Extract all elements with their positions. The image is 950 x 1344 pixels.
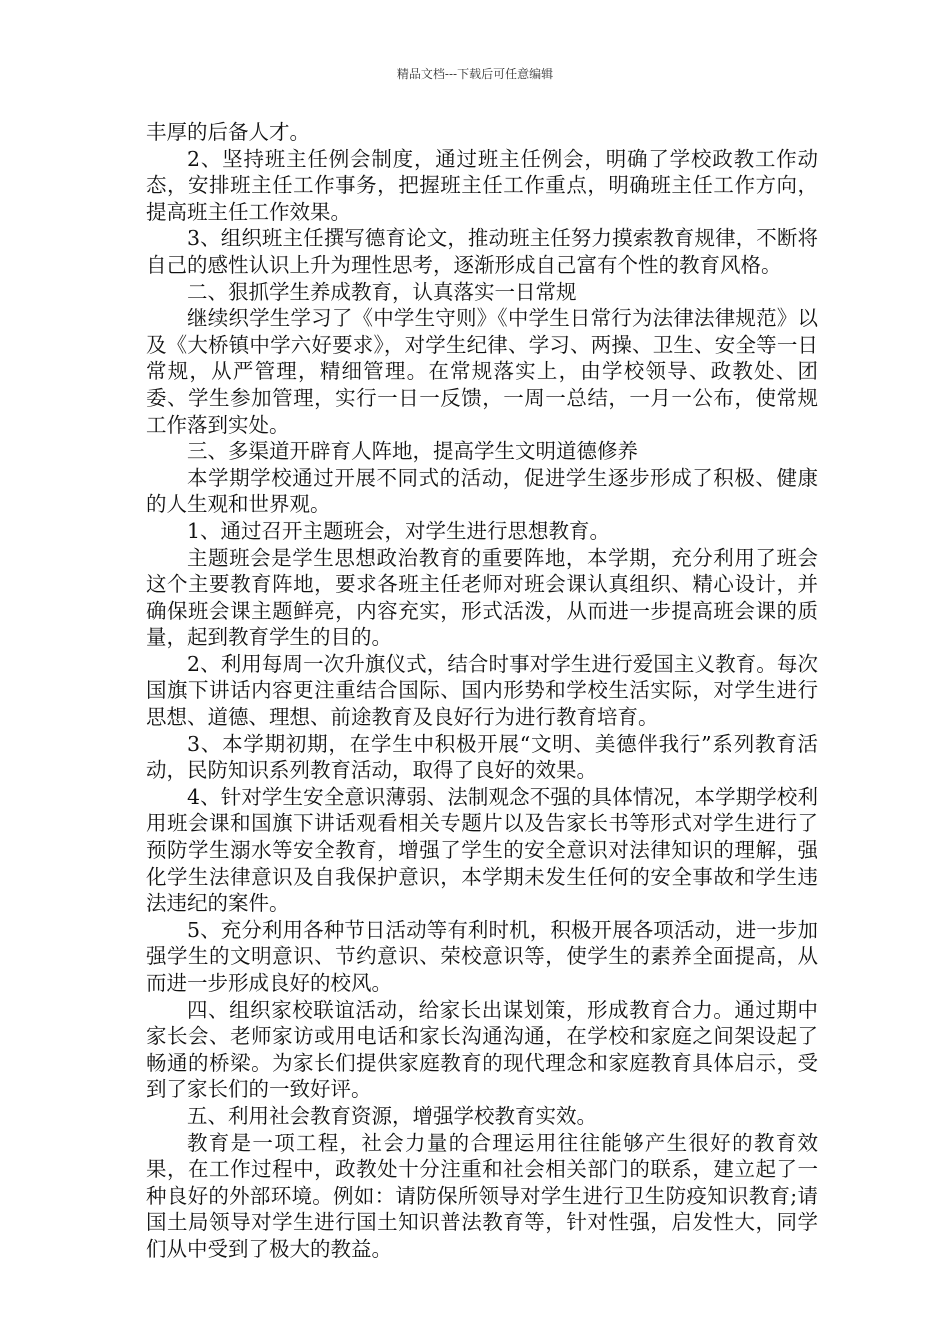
paragraph: 3、组织班主任撰写德育论文，推动班主任努力摸索教育规律，不断将自己的感性认识上升为理性思考，逐渐形成自己富有个性的教育风格。 bbox=[146, 226, 818, 277]
document-body bbox=[146, 119, 818, 1263]
paragraph: 2、利用每周一次升旗仪式，结合时事对学生进行爱国主义教育。每次国旗下讲话内容更注重结合国际、国内形势和学校生活实际，对学生进行思想、道德、理想、前途教育及良好行为进行教育培育。 bbox=[146, 651, 818, 730]
paragraph: 2、坚持班主任例会制度，通过班主任例会，明确了学校政教工作动态，安排班主任工作事务，把握班主任工作重点，明确班主任工作方向，提高班主任工作效果。 bbox=[146, 146, 818, 224]
paragraph: 本学期学校通过开展不同式的活动，促进学生逐步形成了积极、健康的人生观和世界观。 bbox=[146, 465, 818, 517]
paragraph: 继续织学生学习了《中学生守则》《中学生日常行为法律法律规范》以及《大桥镇中学六好要求》，对学生纪律、学习、两操、卫生、安全等一日常规，从严管理，精细管理。在常规落实上，由学校领导、政教处、团委、学生参加管理，实行一日一反馈，一周一总结，一月一公布，使常规工作落到实处。 bbox=[146, 306, 818, 437]
paragraph: 4、针对学生安全意识薄弱、法制观念不强的具体情况，本学期学校利用班会课和国旗下讲话观看相关专题片以及告家长书等形式对学生进行了预防学生溺水等安全教育，增强了学生的安全意识对法律知识的理解，强化学生法律意识及自我保护意识，本学期未发生任何的安全事故和学生违法违纪的案件。 bbox=[146, 784, 818, 916]
section-heading: 三、多渠道开辟育人阵地，提高学生文明道德修养 bbox=[187, 439, 638, 464]
paragraph-continuation: 丰厚的后备人才。 bbox=[146, 120, 310, 144]
paragraph: 1、通过召开主题班会，对学生进行思想教育。 bbox=[187, 518, 611, 543]
section-heading: 二、狠抓学生养成教育，认真落实一日常规 bbox=[187, 279, 577, 304]
section-heading: 五、利用社会教育资源，增强学校教育实效。 bbox=[187, 1103, 597, 1128]
paragraph: 5、充分利用各种节日活动等有利时机，积极开展各项活动，进一步加强学生的文明意识、节约意识、荣校意识等，使学生的素养全面提高，从而进一步形成良好的校风。 bbox=[146, 917, 818, 995]
paragraph: 3、本学期初期，在学生中积极开展“文明、美德伴我行”系列教育活动，民防知识系列教育活动，取得了良好的效果。 bbox=[146, 731, 818, 783]
page-header: 精品文档---下载后可任意编辑 bbox=[396, 67, 554, 81]
paragraph: 主题班会是学生思想政治教育的重要阵地，本学期，充分利用了班会这个主要教育阵地，要求各班主任老师对班会课认真组织、精心设计，并确保班会课主题鲜亮，内容充实，形式活泼，从而进一步提高班会课的质量，起到教育学生的目的。 bbox=[146, 545, 818, 650]
section-heading: 四、组织家校联谊活动，给家长出谋划策，形成教育合力。通过期中家长会、老师家访或用电话和家长沟通沟通，在学校和家庭之间架设起了畅通的桥梁。为家长们提供家庭教育的现代理念和家庭教育具体启示，受到了家长们的一致好评。 bbox=[146, 997, 818, 1102]
paragraph: 教育是一项工程，社会力量的合理运用往往能够产生很好的教育效果，在工作过程中，政教处十分注重和社会相关部门的联系，建立起了一种良好的外部环境。例如：请防保所领导对学生进行卫生防疫知识教育;请国土局领导对学生进行国土知识普法教育等，针对性强，启发性大，同学们从中受到了极大的教益。 bbox=[146, 1130, 818, 1261]
